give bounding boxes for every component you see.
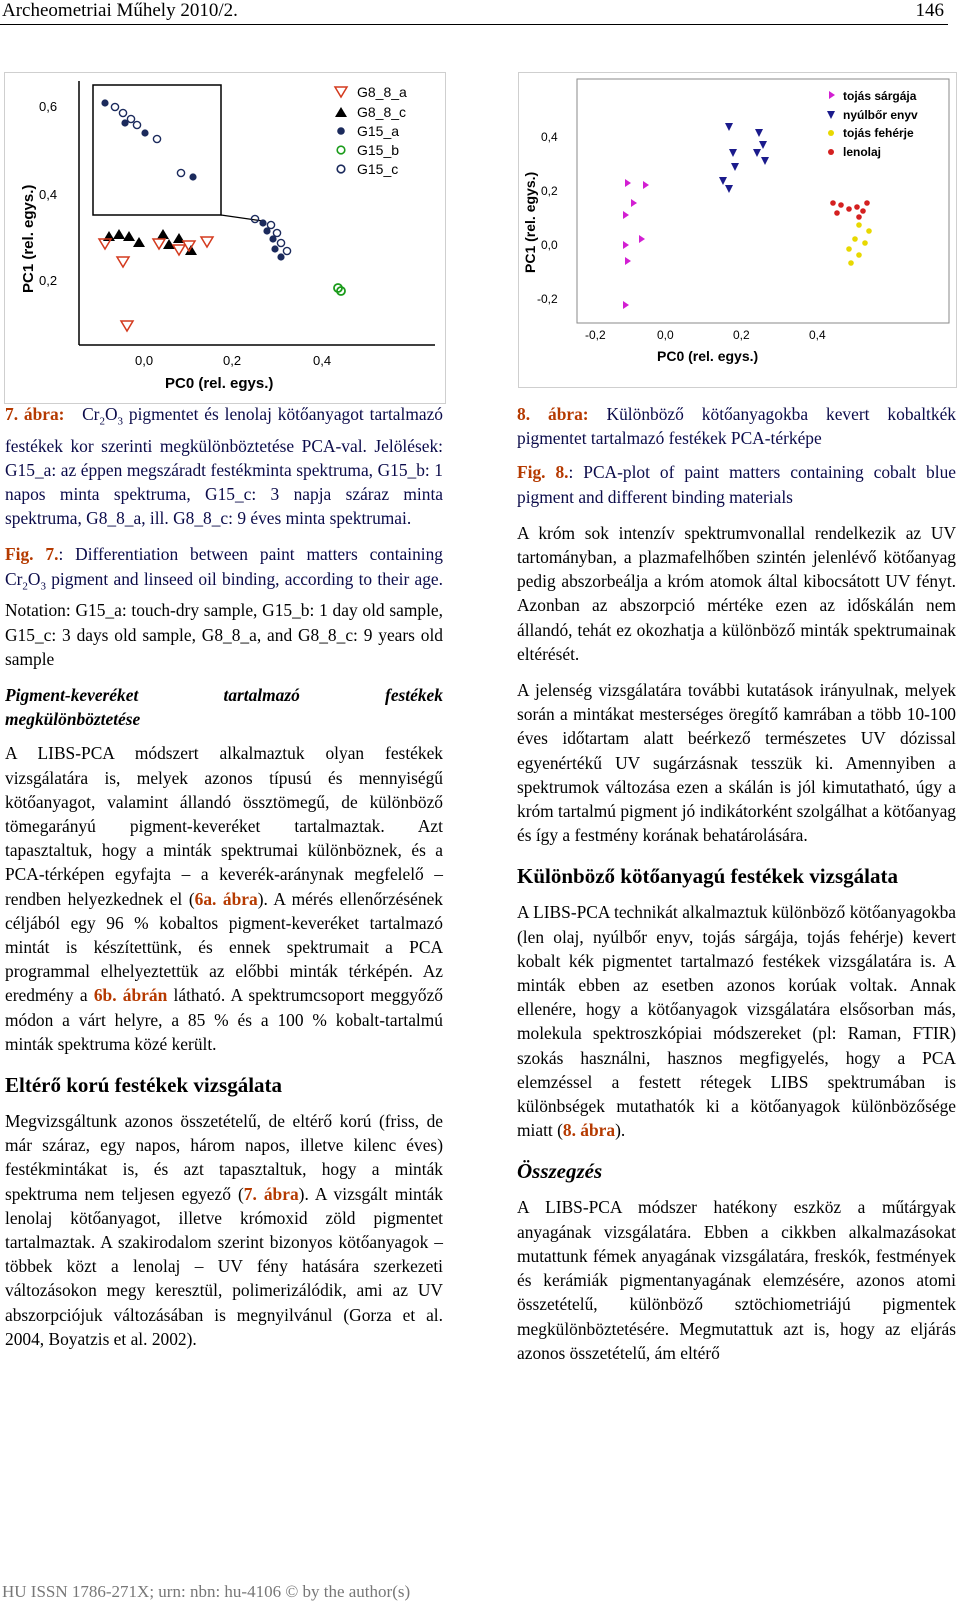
data-point	[133, 237, 145, 247]
data-point	[283, 247, 290, 254]
data-point	[153, 239, 165, 249]
legend-label: G15_c	[357, 161, 399, 177]
legend-marker	[828, 130, 834, 136]
page-number: 146	[915, 0, 944, 21]
page-footer: HU ISSN 1786-271X; urn: nbn: hu-4106 © by the author(s)	[2, 1582, 411, 1601]
caption-label: Fig. 8.	[517, 462, 569, 483]
y-tick: 0,4	[541, 130, 558, 144]
x-tick: 0,2	[223, 353, 242, 368]
subheading-word: tartalmazó	[223, 684, 300, 705]
data-point	[119, 109, 126, 116]
section-heading: Eltérő korú festékek vizsgálata	[5, 1073, 283, 1098]
figure-reference[interactable]: 6a. ábra	[194, 888, 258, 909]
data-point	[201, 237, 213, 247]
y-axis-label: PC1 (rel. egys.)	[522, 171, 538, 273]
caption-label: 7. ábra:	[5, 404, 65, 424]
data-point	[834, 210, 840, 216]
x-tick: 0,0	[657, 328, 674, 342]
data-point	[113, 229, 125, 239]
paragraph	[517, 900, 956, 1142]
figure-reference[interactable]: 8. ábra	[562, 1120, 616, 1141]
y-tick: 0,6	[39, 99, 58, 114]
data-point	[866, 228, 872, 234]
figure-7	[4, 72, 446, 404]
x-tick: 0,4	[809, 328, 826, 342]
caption-text: Notation: G15_a: touch-dry sample, G15_b: 1 day old sample, G15_c: 3 days old sample, G8_8_a, and G8_8_c: 9 years old sample	[5, 600, 443, 669]
page-header	[0, 0, 948, 25]
data-point	[854, 204, 860, 210]
figure-reference[interactable]: 6b. ábrán	[93, 985, 168, 1006]
figure-7-caption-hu: 7. ábra: $Cr_2O_3$ pigmentet és lenolaj kötőanyagot tartalmazó festékek kor szerinti megkülönböztetése PCA-val. Jelölések: G15_a: az éppen megszáradt festékminta spektruma, G15_b: 1 napos minta spektruma, G15_c: 3 napja száraz minta spektruma, G8_8_a, ill. G8_8_c: 9 éves minta spektrumai.	[5, 404, 444, 529]
paragraph: A jelenség vizsgálatára további kutatások irányulnak, melyek során a mintákat mesterséges öregítő kamrában a több 10-100 éves időtartam alatt beérkező természetes UV dózissal egyenértékű UV sugárzásnak tesszük ki. Amennyiben a spektrumok változása ezen a skálán is jól kimutatható, úgy a króm tartalmú pigment jó indikátorként szolgálhat a kötőanyag és így a festmény korának behatárolására.	[517, 680, 957, 846]
caption-text: Különböző kötőanyagokba kevert kobaltkék pigmentet tartalmazó festékek PCA-térképe	[517, 404, 957, 449]
journal-title: Archeometriai Műhely 2010/2.	[2, 0, 238, 21]
data-point	[141, 129, 148, 136]
paragraph-text: A LIBS-PCA módszert alkalmaztuk olyan festékek vizsgálatára is, melyek azonos típusú és mennyiségű kötőanyagot, valamint állandó össztömegű, de különböző tömegarányú pigment-keveréket tartalmaztak. Azt tapasztaltuk, hogy a minták spektrumai különböznek, és a PCA-térképen egyfajta – a keverék-aránynak megfelelő – rendben helyezkednek el (	[5, 743, 443, 909]
figure-8-caption-hu	[517, 402, 956, 450]
paragraph-text: Megvizsgáltunk azonos összetételű, de eltérő korú (friss, de már száraz, egy napos, három napos, illetve kilenc éves) festékmintákat is, és azt tapasztaltuk, hogy a minták spektruma nem teljesen egyező (	[5, 1111, 443, 1204]
data-point	[838, 202, 844, 208]
legend-marker	[337, 127, 345, 135]
caption-label: Fig. 7.	[5, 544, 59, 565]
left-column	[5, 402, 443, 1363]
x-axis-label: PC0 (rel. egys.)	[657, 348, 759, 364]
data-point	[123, 231, 135, 241]
paragraph: A króm sok intenzív spektrumvonallal rendelkezik az UV tartományban, a plazmafelhőben szintén jelenlévő kötőanyag pedig abszorbeálja a króm atomok által kibocsátott UV fényt. Azonban az abszorpció mértéke ezen az időskálán nem állandó, tehát ez okozhatja a különböző minták spektrumainak eltérését.	[517, 522, 956, 664]
legend-label: tojás sárgája	[843, 89, 917, 103]
data-point	[277, 253, 284, 260]
legend-marker	[335, 107, 347, 117]
data-point	[273, 229, 280, 236]
data-point	[856, 214, 862, 220]
section-heading: Különböző kötőanyagú festékek vizsgálata	[517, 864, 898, 889]
paragraph-text: A LIBS-PCA technikát alkalmaztuk különböző kötőanyagokba (len olaj, nyúlbőr enyv, tojás sárgája, tojás fehérje) kevert kobalt kék pigmentet tartalmazó festékek vizsgálatára is. A minták ebben az esetben azonos korúak voltak. Annak ellenére, hogy a kötőanyagok vizsgálatára elsősorban más, molekula spektroszkópiai módszereket (pl: Raman, FTIR) szokás használni, hasznos megfigyelés, hogy a PCA elemzéssel a festett rétegek LIBS spektrumában is különbségek mutathatók ki a kötőanyagok különbözősége miatt (	[517, 902, 956, 1141]
paragraph-text: ). A mérés ellenőrzésének céljából egy 96 % kobaltos pigment-keveréket tartalmazó mintát is készítettünk, és ennek spektrumait a PCA programmal elhelyeztettük az előbbi minták térképén. Az eredmény a	[5, 888, 443, 1006]
caption-label: 8. ábra:	[517, 404, 589, 424]
figure-8-plot	[519, 73, 956, 387]
paragraph	[5, 741, 443, 1056]
data-point	[121, 119, 128, 126]
data-point	[830, 200, 836, 206]
data-point	[177, 169, 184, 176]
figure-8-caption-en	[517, 460, 956, 508]
subheading-line: megkülönböztetése	[5, 709, 141, 730]
paragraph: A LIBS-PCA módszer hatékony eszköz a műtárgyak anyagának vizsgálatára. Ebben a cikkben alkalmazásokat mutattunk fémek anyagának vizsgálatára, freskók, festmények és kerámiák pigmentanyagának elemzésére, azonos atomi összetételű, különböző sztöchiometriájú pigmentek megkülönböztetésére. Megmutattuk azt is, hogy az eljárás azonos összetételű, ám eltérő	[517, 1197, 956, 1363]
data-point	[271, 245, 278, 252]
data-point	[862, 240, 868, 246]
data-point	[127, 115, 134, 122]
caption-text: pigmentet és lenolaj kötőanyagot tartalmazó festékek kor szerinti megkülönböztetése PCA-val. Jelölések: G15_a: az éppen megszáradt festékminta spektruma, G15_b: 1 napos minta spektruma, G15_c: 3 napja száraz minta spektruma, G8_8_a, ill. G8_8_c: 9 éves minta spektrumai.	[5, 404, 444, 529]
caption-text: Cr	[82, 404, 100, 424]
x-tick: 0,0	[135, 353, 154, 368]
legend-label: nyúlbőr enyv	[843, 108, 918, 122]
legend-marker	[337, 146, 345, 154]
data-point	[101, 99, 108, 106]
x-tick: 0,2	[733, 328, 750, 342]
data-point	[846, 246, 852, 252]
y-tick: 0,2	[39, 273, 58, 288]
y-axis-label: PC1 (rel. egys.)	[20, 184, 37, 293]
x-tick: 0,4	[313, 353, 332, 368]
figure-8	[518, 72, 957, 388]
data-point	[263, 227, 270, 234]
data-point	[157, 229, 169, 239]
y-tick: -0,2	[537, 292, 558, 306]
data-point	[153, 135, 160, 142]
data-point	[133, 121, 140, 128]
legend-label: G15_b	[357, 142, 400, 158]
data-point	[856, 222, 862, 228]
paragraph-text: látható. A spektrumcsoport meggyőző módon a várt helyre, a 85 % és a 100 % kobalt-tartalmú minták spektruma közé került.	[5, 985, 444, 1054]
data-point	[259, 219, 266, 226]
data-point	[848, 260, 854, 266]
data-point	[856, 252, 862, 258]
y-tick: 0,2	[541, 184, 558, 198]
caption-text: : PCA-plot of paint matters containing cobalt blue pigment and different binding materials	[517, 462, 956, 507]
legend-label: G8_8_c	[357, 104, 407, 120]
legend-marker	[828, 149, 834, 155]
data-point	[277, 239, 284, 246]
data-point	[121, 321, 133, 331]
data-point	[111, 103, 118, 110]
data-point	[852, 236, 858, 242]
subheading-word: Pigment-keveréket	[5, 684, 139, 705]
paragraph-text: ). A vizsgált minták lenolaj kötőanyagot, illetve krómoxid zöld pigmentet tartalmaztak. A szakirodalom szerint bizonyos kötőanyagok – többek közt a lenolaj – UV fény hatására szerkezeti változásokon megy keresztül, polimerizálódik, ami az UV abszorpciójuk változásában is megnyilvánul (Gorza et al. 2004, Boyatzis et al. 2002).	[5, 1183, 443, 1349]
data-point	[267, 221, 274, 228]
caption-text: : Differentiation between paint matters containing Cr	[5, 544, 444, 589]
legend-label: G15_a	[357, 123, 400, 139]
data-point	[117, 257, 129, 267]
data-point	[269, 235, 276, 242]
right-column	[517, 402, 956, 1377]
legend-marker	[335, 87, 347, 97]
legend-label: G8_8_a	[357, 84, 407, 100]
data-point	[846, 206, 852, 212]
figure-7-caption-en: Fig. 7.: Differentiation between paint matters containing $Cr_2O_3$ pigment and linseed oil binding, according to their age. Notation: G15_a: touch-dry sample, G15_b: 1 day old sample, G15_c: 3 days old sample, G8_8_a, and G8_8_c: 9 years old sample	[5, 544, 444, 669]
section-heading: Összegzés	[517, 1159, 603, 1184]
legend-label: tojás fehérje	[843, 126, 914, 140]
paragraph-text: ).	[615, 1120, 626, 1141]
figure-7-plot	[5, 73, 445, 403]
subheading-word: festékek	[385, 684, 443, 705]
y-tick: 0,0	[541, 238, 558, 252]
data-point	[864, 200, 870, 206]
x-axis-label: PC0 (rel. egys.)	[165, 375, 274, 392]
y-tick: 0,4	[39, 187, 58, 202]
legend-label: lenolaj	[843, 145, 882, 159]
data-point	[189, 173, 196, 180]
figure-reference[interactable]: 7. ábra	[243, 1183, 299, 1204]
data-point	[860, 208, 866, 214]
data-point	[173, 245, 185, 255]
x-tick: -0,2	[585, 328, 606, 342]
section-subheading	[5, 683, 443, 731]
caption-text: pigment and linseed oil binding, according to their age.	[45, 568, 443, 589]
paragraph	[5, 1109, 443, 1351]
legend-marker	[337, 165, 345, 173]
